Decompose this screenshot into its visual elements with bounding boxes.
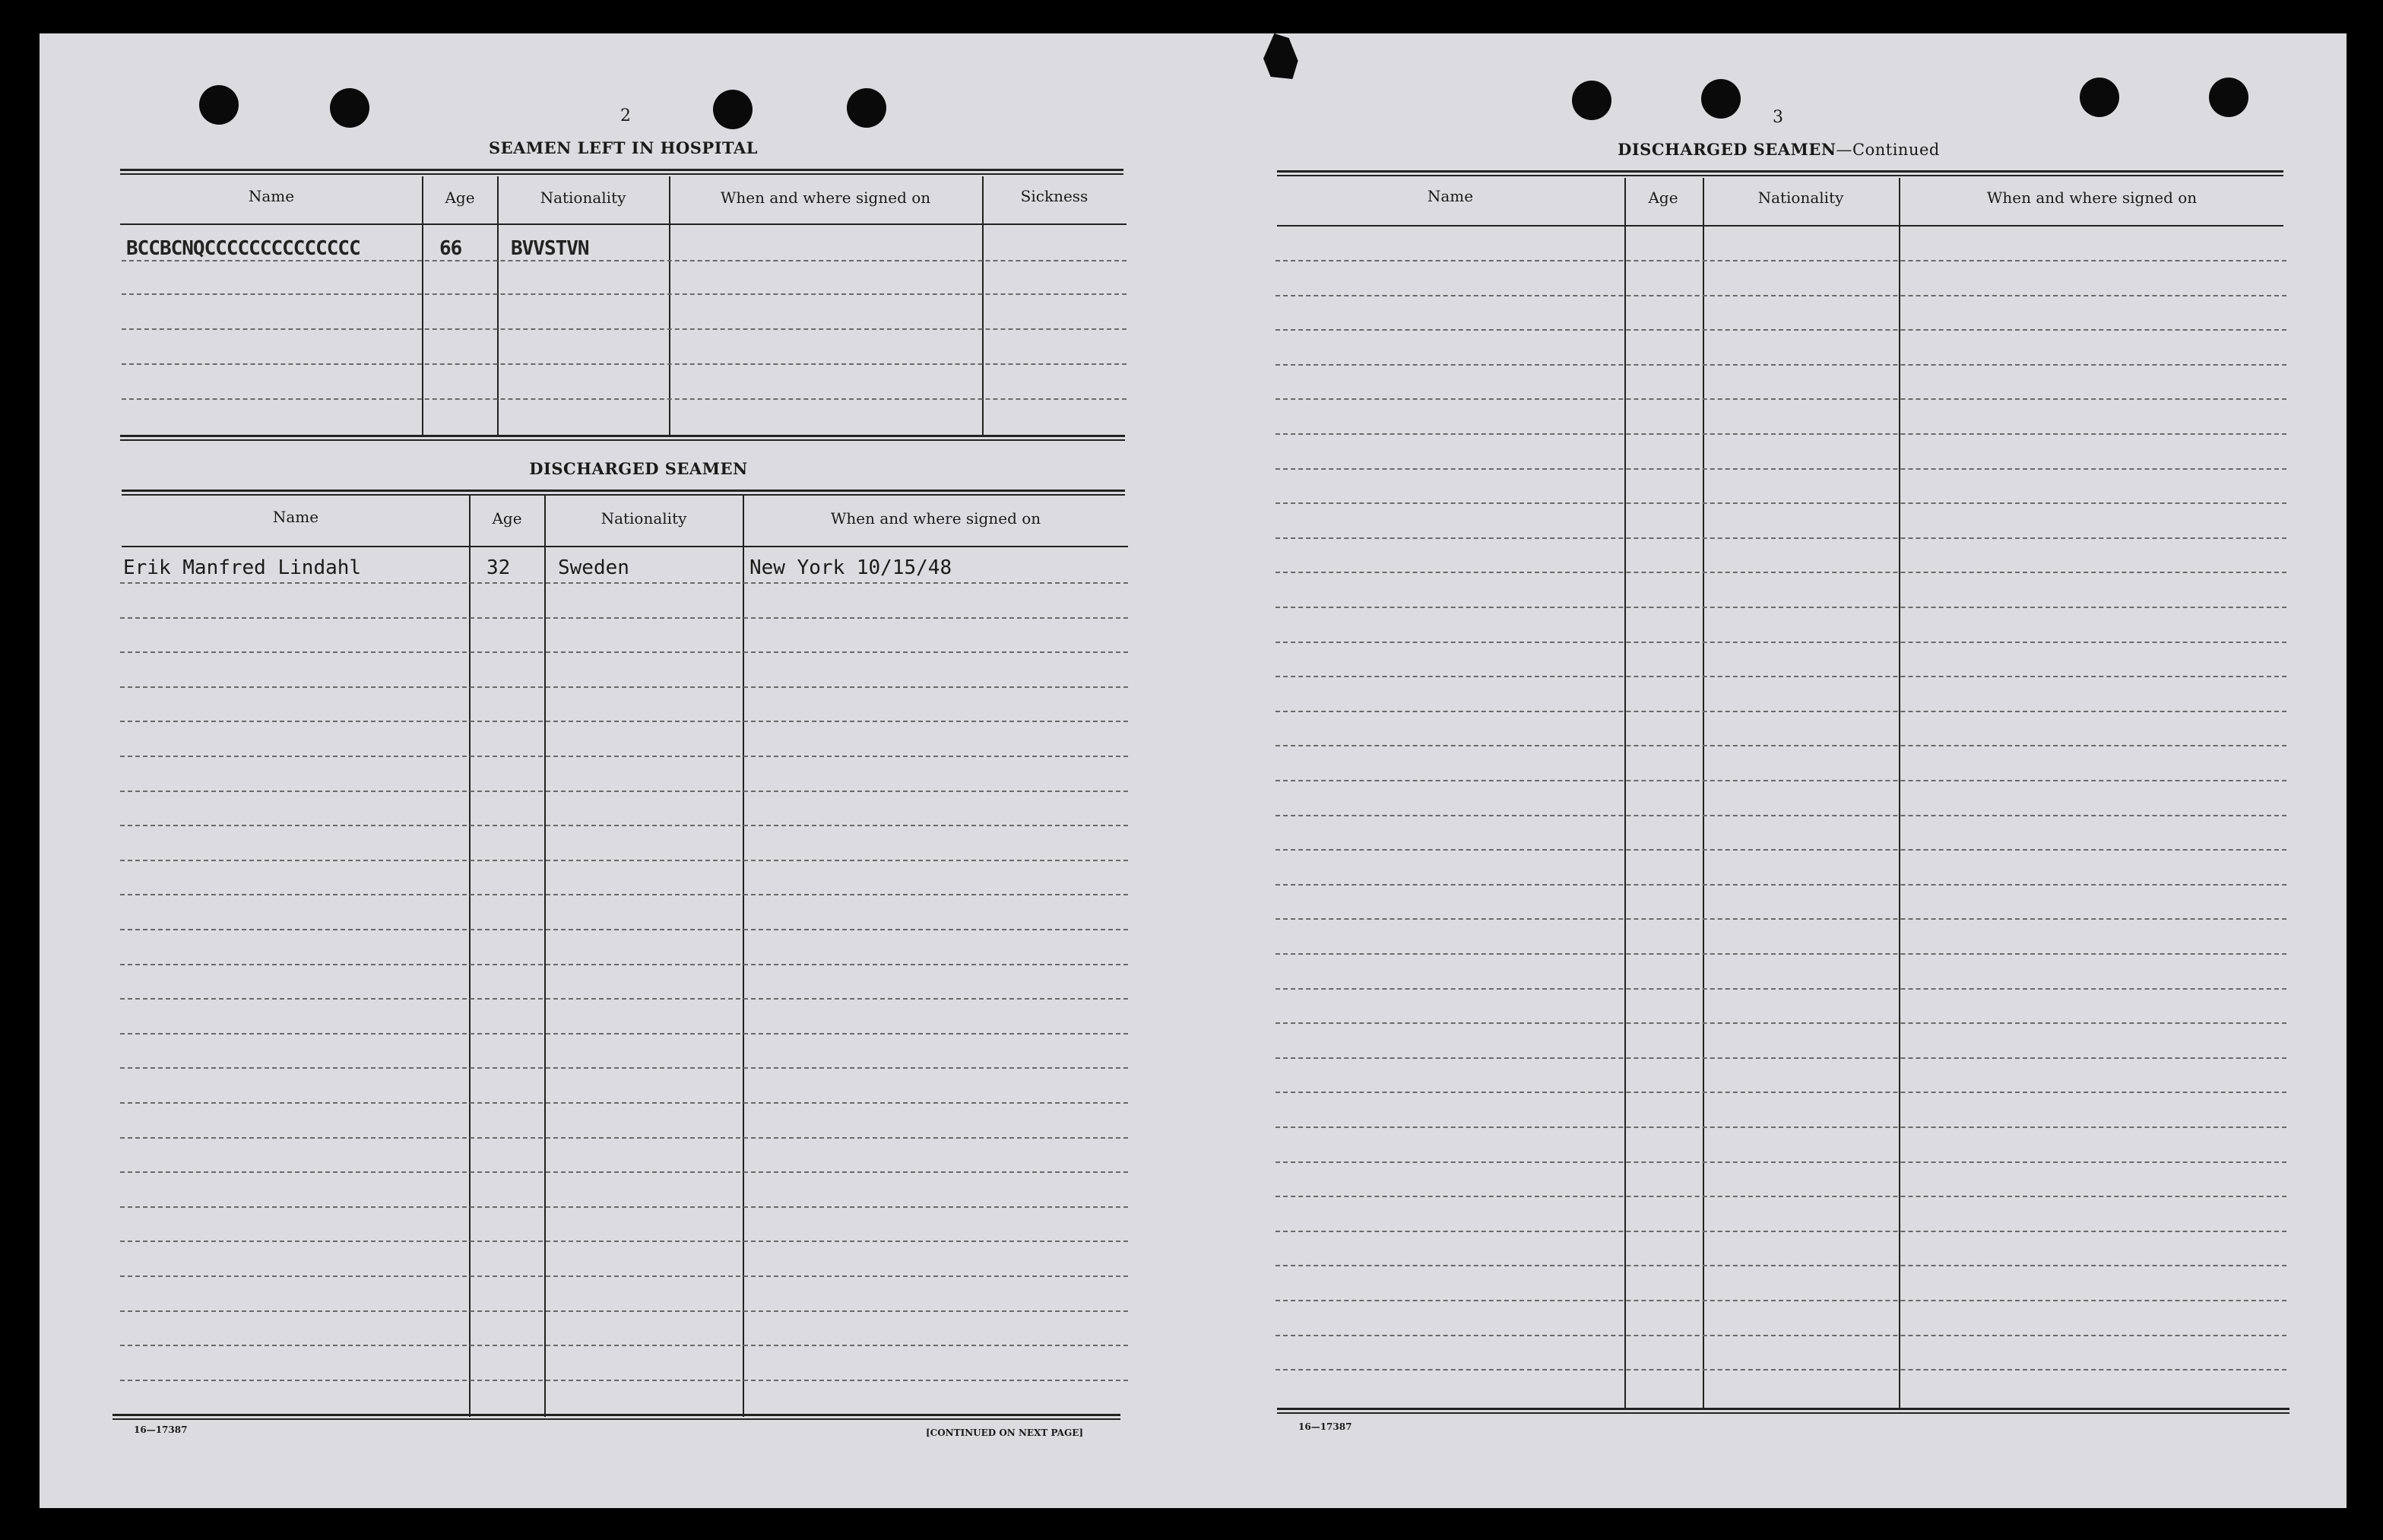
row-rule: [1275, 884, 2286, 886]
row-rule: [120, 651, 1128, 653]
table-rule: [120, 169, 1123, 175]
row-rule: [1275, 295, 2286, 296]
row-rule: [120, 964, 1128, 965]
column-divider: [422, 176, 423, 435]
column-divider: [497, 176, 499, 435]
row-rule: [1275, 260, 2286, 261]
row-rule: [1275, 433, 2286, 435]
table-rule: [112, 1414, 1120, 1420]
row-rule: [120, 929, 1128, 930]
column-header-age: Age: [492, 509, 522, 528]
row-rule: [1275, 468, 2286, 470]
row-rule: [1275, 1057, 2286, 1059]
row-rule: [1275, 780, 2286, 781]
punch-hole: [1572, 81, 1611, 120]
table-cell-nationality: Sweden: [558, 556, 629, 579]
row-rule: [1275, 607, 2286, 608]
row-rule: [120, 791, 1128, 792]
table-rule: [1277, 1408, 2290, 1414]
table-cell-nationality: BVVSTVN: [511, 237, 589, 260]
section-title-discharged: DISCHARGED SEAMEN: [529, 459, 748, 478]
column-divider: [743, 496, 744, 1417]
section-title-suffix: —Continued: [1836, 141, 1940, 159]
row-rule: [122, 293, 1127, 295]
column-header-sickness: Sickness: [1020, 187, 1089, 205]
row-rule: [1275, 1161, 2286, 1163]
punch-hole: [1701, 79, 1741, 119]
row-rule: [120, 721, 1128, 722]
column-header-signed-on: When and where signed on: [720, 189, 931, 207]
table-rule: [120, 435, 1125, 441]
row-rule: [120, 1033, 1128, 1035]
header-rule: [1277, 225, 2283, 227]
row-rule: [120, 1241, 1128, 1242]
form-number: 16—17387: [1298, 1421, 1352, 1432]
row-rule: [122, 260, 1127, 261]
row-rule: [122, 328, 1127, 330]
row-rule: [1275, 642, 2286, 643]
punch-hole: [847, 88, 886, 128]
punch-hole: [2080, 78, 2119, 117]
table-cell-signed-on: New York 10/15/48: [749, 556, 952, 579]
row-rule: [1275, 1092, 2286, 1093]
row-rule: [120, 860, 1128, 861]
column-divider: [469, 496, 471, 1417]
row-rule: [1275, 988, 2286, 990]
row-rule: [1275, 711, 2286, 712]
row-rule: [1275, 1126, 2286, 1128]
page-number: 2: [620, 106, 631, 125]
row-rule: [1275, 398, 2286, 400]
table-cell-age: 32: [486, 556, 511, 579]
row-rule: [120, 894, 1128, 895]
table-rule: [1277, 170, 2283, 176]
row-rule: [120, 1275, 1128, 1277]
document-sheet: [40, 33, 2347, 1508]
column-header-name: Name: [248, 187, 295, 205]
row-rule: [1275, 572, 2286, 573]
column-header-age: Age: [1648, 189, 1678, 207]
column-header-name: Name: [1427, 187, 1474, 205]
column-divider: [1703, 178, 1704, 1409]
row-rule: [1275, 745, 2286, 746]
column-divider: [1624, 178, 1626, 1409]
page-number: 3: [1773, 108, 1783, 127]
section-title-text: DISCHARGED SEAMEN: [1618, 140, 1836, 159]
column-divider: [669, 176, 670, 435]
row-rule: [1275, 815, 2286, 816]
row-rule: [120, 1102, 1128, 1104]
row-rule: [1275, 364, 2286, 366]
punch-hole: [2209, 78, 2248, 117]
row-rule: [120, 1380, 1128, 1381]
column-divider: [544, 496, 546, 1417]
row-rule: [120, 582, 1128, 584]
row-rule: [1275, 1369, 2286, 1370]
punch-hole: [713, 90, 753, 129]
column-header-nationality: Nationality: [1757, 189, 1844, 207]
row-rule: [120, 1171, 1128, 1173]
row-rule: [120, 998, 1128, 1000]
row-rule: [120, 1345, 1128, 1346]
header-rule: [120, 223, 1127, 225]
row-rule: [120, 756, 1128, 757]
row-rule: [1275, 537, 2286, 539]
section-title-discharged-continued: [1277, 140, 2280, 159]
table-cell-name: BCCBCNQCCCCCCCCCCCCCC: [126, 237, 360, 260]
column-divider: [982, 176, 984, 435]
column-divider: [1899, 178, 1900, 1409]
row-rule: [120, 617, 1128, 619]
row-rule: [1275, 1300, 2286, 1301]
table-cell-name: Erik Manfred Lindahl: [123, 556, 362, 579]
row-rule: [122, 398, 1127, 400]
row-rule: [120, 825, 1128, 826]
row-rule: [1275, 918, 2286, 920]
column-header-name: Name: [272, 508, 319, 526]
row-rule: [1275, 953, 2286, 955]
form-number: 16—17387: [134, 1424, 188, 1435]
row-rule: [122, 363, 1127, 365]
header-rule: [122, 546, 1128, 547]
table-rule: [122, 490, 1125, 496]
row-rule: [1275, 676, 2286, 677]
row-rule: [1275, 329, 2286, 331]
row-rule: [1275, 1265, 2286, 1266]
table-cell-age: 66: [439, 237, 462, 260]
section-title-hospital: SEAMEN LEFT IN HOSPITAL: [488, 138, 759, 157]
row-rule: [1275, 502, 2286, 504]
row-rule: [1275, 1231, 2286, 1232]
punch-hole: [199, 85, 239, 125]
row-rule: [120, 686, 1128, 688]
column-header-nationality: Nationality: [540, 189, 626, 207]
column-header-nationality: Nationality: [601, 509, 687, 528]
row-rule: [1275, 1196, 2286, 1197]
row-rule: [1275, 849, 2286, 851]
row-rule: [120, 1137, 1128, 1139]
column-header-signed-on: When and where signed on: [1986, 189, 2198, 207]
row-rule: [120, 1067, 1128, 1069]
punch-hole: [330, 88, 369, 128]
row-rule: [1275, 1335, 2286, 1336]
column-header-signed-on: When and where signed on: [830, 509, 1041, 528]
column-header-age: Age: [445, 189, 475, 207]
row-rule: [120, 1310, 1128, 1312]
row-rule: [120, 1206, 1128, 1208]
continued-note: [CONTINUED ON NEXT PAGE]: [926, 1428, 1084, 1438]
row-rule: [1275, 1022, 2286, 1024]
